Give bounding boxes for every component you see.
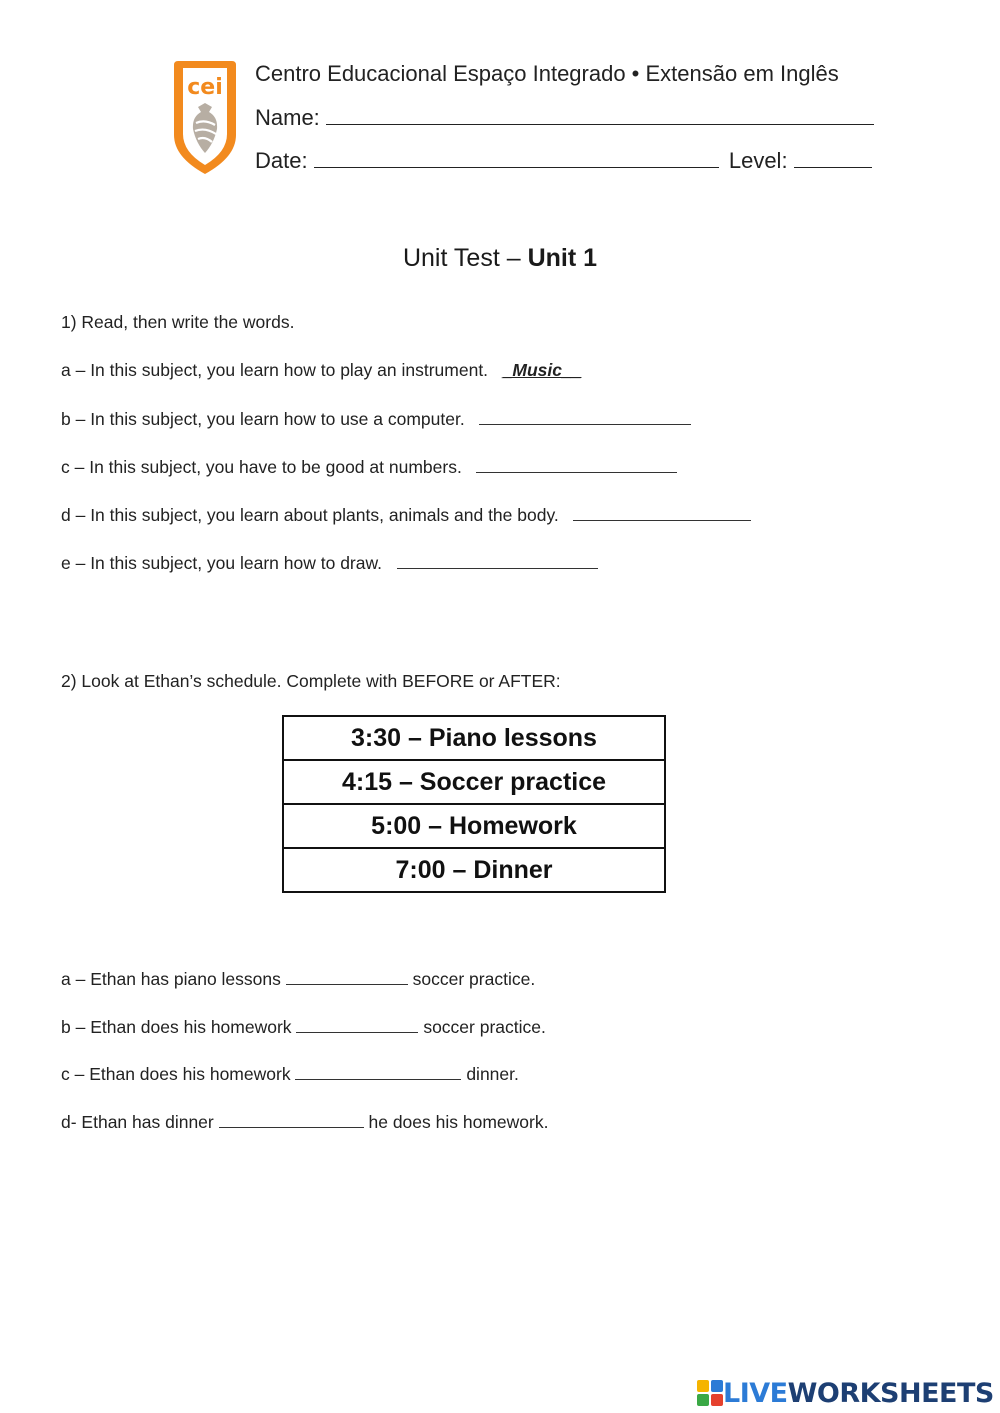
school-logo: [172, 57, 238, 177]
level-label: Level:: [728, 148, 788, 173]
answer-1a[interactable]: _Music__: [502, 360, 582, 380]
schedule-row: 3:30 – Piano lessons: [284, 717, 664, 761]
title-unit: Unit 1: [527, 244, 598, 272]
question-1a: a – In this subject, you learn how to play an instrument. _Music__: [61, 360, 582, 380]
section2-instruction: 2) Look at Ethan’s schedule. Complete with BEFORE or AFTER:: [61, 671, 561, 691]
answer-1c[interactable]: [476, 456, 677, 473]
name-row: [255, 104, 874, 131]
name-field[interactable]: [326, 104, 874, 125]
answer-2d[interactable]: [219, 1111, 364, 1128]
question-1b: b – In this subject, you learn how to use a computer.: [61, 408, 691, 430]
schedule-row: 5:00 – Homework: [284, 805, 664, 849]
svg-text:cei: cei: [187, 75, 223, 100]
question-1c: c – In this subject, you have to be good at numbers.: [61, 456, 677, 478]
schedule-row: 4:15 – Soccer practice: [284, 761, 664, 805]
answer-2a[interactable]: [286, 968, 408, 985]
date-label: Date:: [255, 148, 308, 173]
schedule-row: 7:00 – Dinner: [395, 856, 553, 884]
date-field[interactable]: [314, 147, 719, 168]
school-name-line: Centro Educacional Espaço Integrado • Extensão em Inglês: [255, 61, 839, 86]
watermark-text: LIVEWORKSHEETS: [723, 1377, 994, 1409]
answer-1d[interactable]: [573, 504, 751, 521]
question-2c: c – Ethan does his homework dinner.: [61, 1064, 519, 1084]
answer-2c[interactable]: [295, 1063, 461, 1080]
level-field[interactable]: [794, 147, 872, 168]
question-2d: d- Ethan has dinner he does his homework.: [61, 1112, 549, 1132]
question-2a: a – Ethan has piano lessons soccer practice.: [61, 969, 536, 989]
liveworksheets-watermark: [697, 1376, 994, 1410]
answer-1b[interactable]: [479, 408, 691, 425]
name-label: Name:: [255, 105, 320, 130]
date-level-row: [255, 147, 872, 174]
page-title: [0, 244, 1000, 273]
answer-2b[interactable]: [296, 1016, 418, 1033]
liveworksheets-logo-icon: [697, 1380, 723, 1406]
question-2b: b – Ethan does his homework soccer practice.: [61, 1017, 546, 1037]
title-prefix: Unit Test –: [402, 244, 528, 272]
question-1e: e – In this subject, you learn how to draw.: [61, 552, 598, 574]
schedule-table: [282, 715, 666, 893]
section1-instruction: 1) Read, then write the words.: [61, 312, 295, 332]
question-1d: d – In this subject, you learn about plants, animals and the body.: [61, 504, 751, 526]
answer-1e[interactable]: [397, 552, 598, 569]
